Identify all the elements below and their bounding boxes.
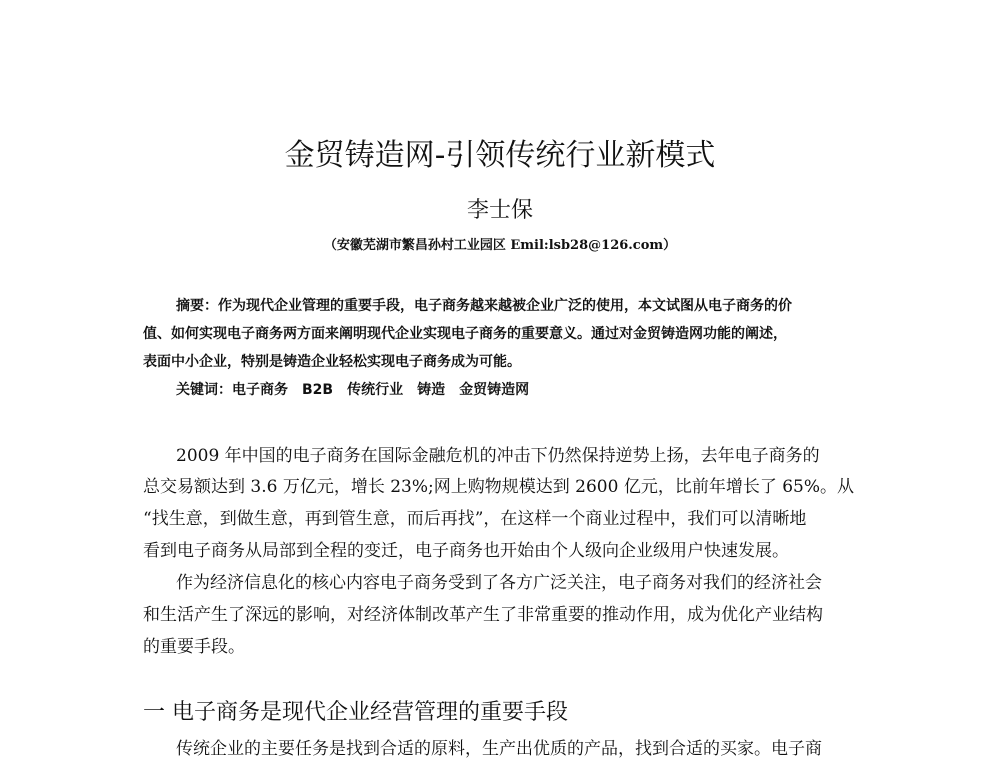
body-line: 传统企业的主要任务是找到合适的原料，生产出优质的产品，找到合适的买家。电子商 xyxy=(176,739,822,759)
author: 李士保 xyxy=(466,198,533,223)
keywords: 关键词：电子商务 B2B 传统行业 铸造 金贸铸造网 xyxy=(176,382,530,398)
body-line: 的重要手段。 xyxy=(143,637,245,657)
body-line: “找生意，到做生意，再到管生意，而后再找”，在这样一个商业过程中，我们可以清晰地 xyxy=(143,509,807,529)
abstract-line: 摘要：作为现代企业管理的重要手段，电子商务越来越被企业广泛的使用，本文试图从电子商务的价 xyxy=(176,298,792,314)
section-heading: 一 电子商务是现代企业经营管理的重要手段 xyxy=(143,700,568,725)
body-line: 看到电子商务从局部到全程的变迁，电子商务也开始由个人级向企业级用户快速发展。 xyxy=(143,541,789,561)
paper-title: 金贸铸造网-引领传统行业新模式 xyxy=(284,138,716,173)
body-line: 总交易额达到 3.6 万亿元，增长 23%;网上购物规模达到 2600 亿元，比前年增长了 65%。从 xyxy=(143,477,855,497)
body-line: 2009 年中国的电子商务在国际金融危机的冲击下仍然保持逆势上扬，去年电子商务的 xyxy=(176,446,820,466)
body-line: 和生活产生了深远的影响，对经济体制改革产生了非常重要的推动作用，成为优化产业结构 xyxy=(143,605,823,625)
body-line: 作为经济信息化的核心内容电子商务受到了各方广泛关注，电子商务对我们的经济社会 xyxy=(176,573,822,593)
abstract-line: 表面中小企业，特别是铸造企业轻松实现电子商务成为可能。 xyxy=(143,354,521,370)
abstract-line: 值、如何实现电子商务两方面来阐明现代企业实现电子商务的重要意义。通过对金贸铸造网功能的阐述， xyxy=(143,326,787,342)
affiliation: （安徽芜湖市繁昌孙村工业园区 Emil:lsb28@126.com） xyxy=(323,238,677,253)
